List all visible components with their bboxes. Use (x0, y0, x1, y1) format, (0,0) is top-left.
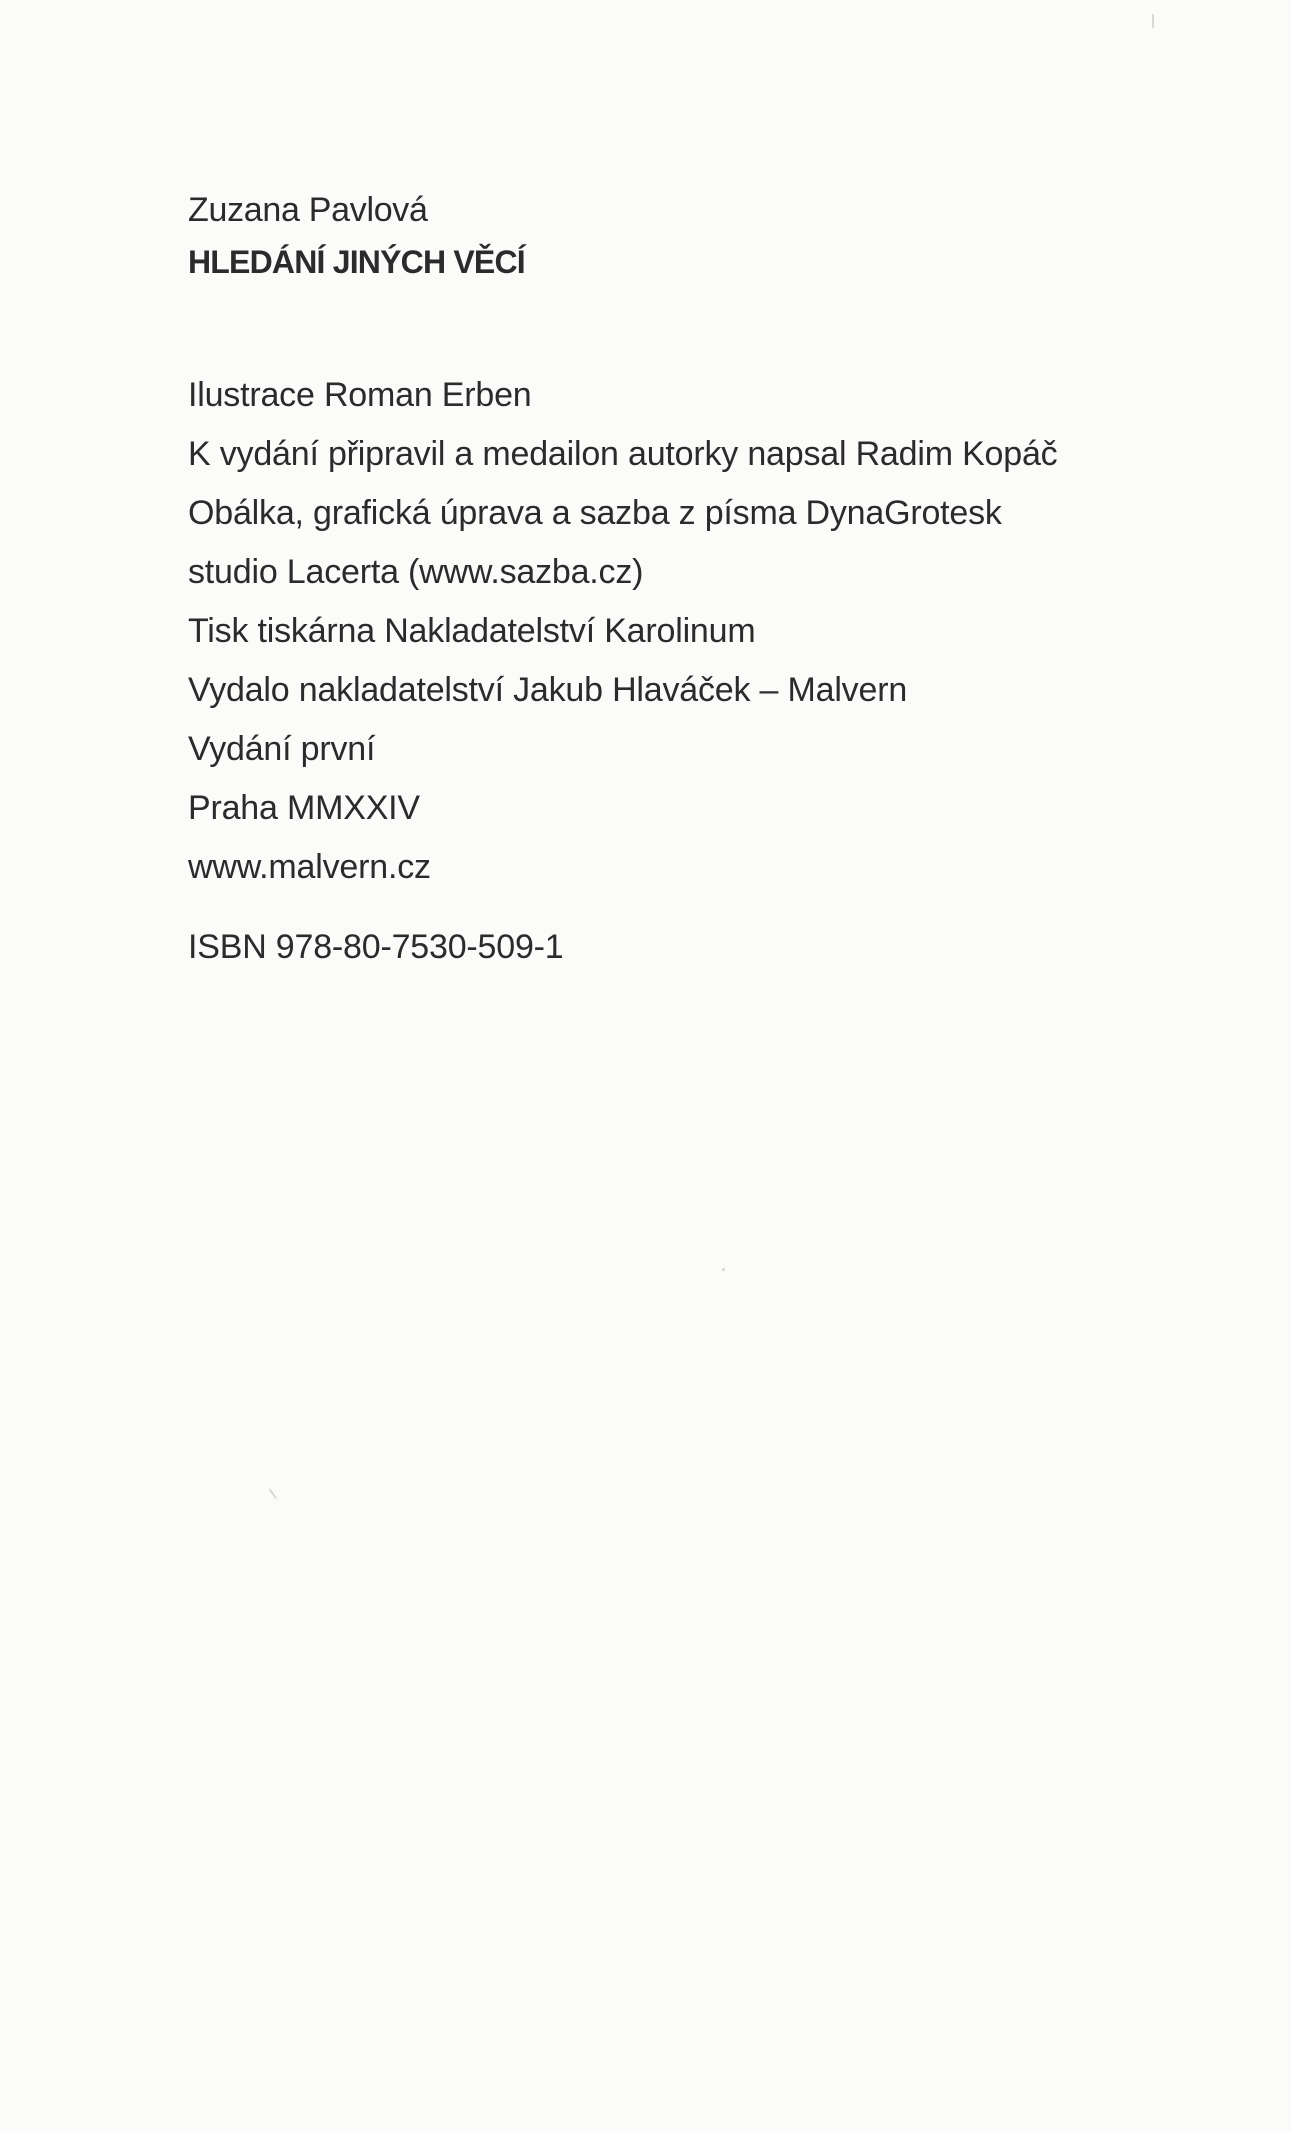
credits-list (188, 375, 1188, 906)
credit-edition: Vydání první (188, 730, 376, 768)
credit-website: www.malvern.cz (188, 848, 431, 886)
credit-place-year: Praha MMXXIV (188, 789, 420, 827)
paper-speck (1152, 14, 1154, 28)
colophon (188, 190, 1188, 967)
credit-publisher: Vydalo nakladatelství Jakub Hlaváček – Malvern (188, 671, 908, 709)
author-name: Zuzana Pavlová (188, 191, 428, 229)
credit-design: Obálka, grafická úprava a sazba z písma DynaGrotesk (188, 494, 1002, 532)
paper-speck (722, 1268, 725, 1271)
book-title: HLEDÁNÍ JINÝCH VĚCÍ (188, 244, 525, 280)
isbn: ISBN 978-80-7530-509-1 (188, 928, 564, 966)
credit-printer: Tisk tiskárna Nakladatelství Karolinum (188, 612, 756, 650)
credit-illustrations: Ilustrace Roman Erben (188, 376, 532, 414)
credit-editor: K vydání připravil a medailon autorky napsal Radim Kopáč (188, 435, 1058, 473)
credit-studio: studio Lacerta (www.sazba.cz) (188, 553, 644, 591)
paper-speck (269, 1489, 278, 1500)
